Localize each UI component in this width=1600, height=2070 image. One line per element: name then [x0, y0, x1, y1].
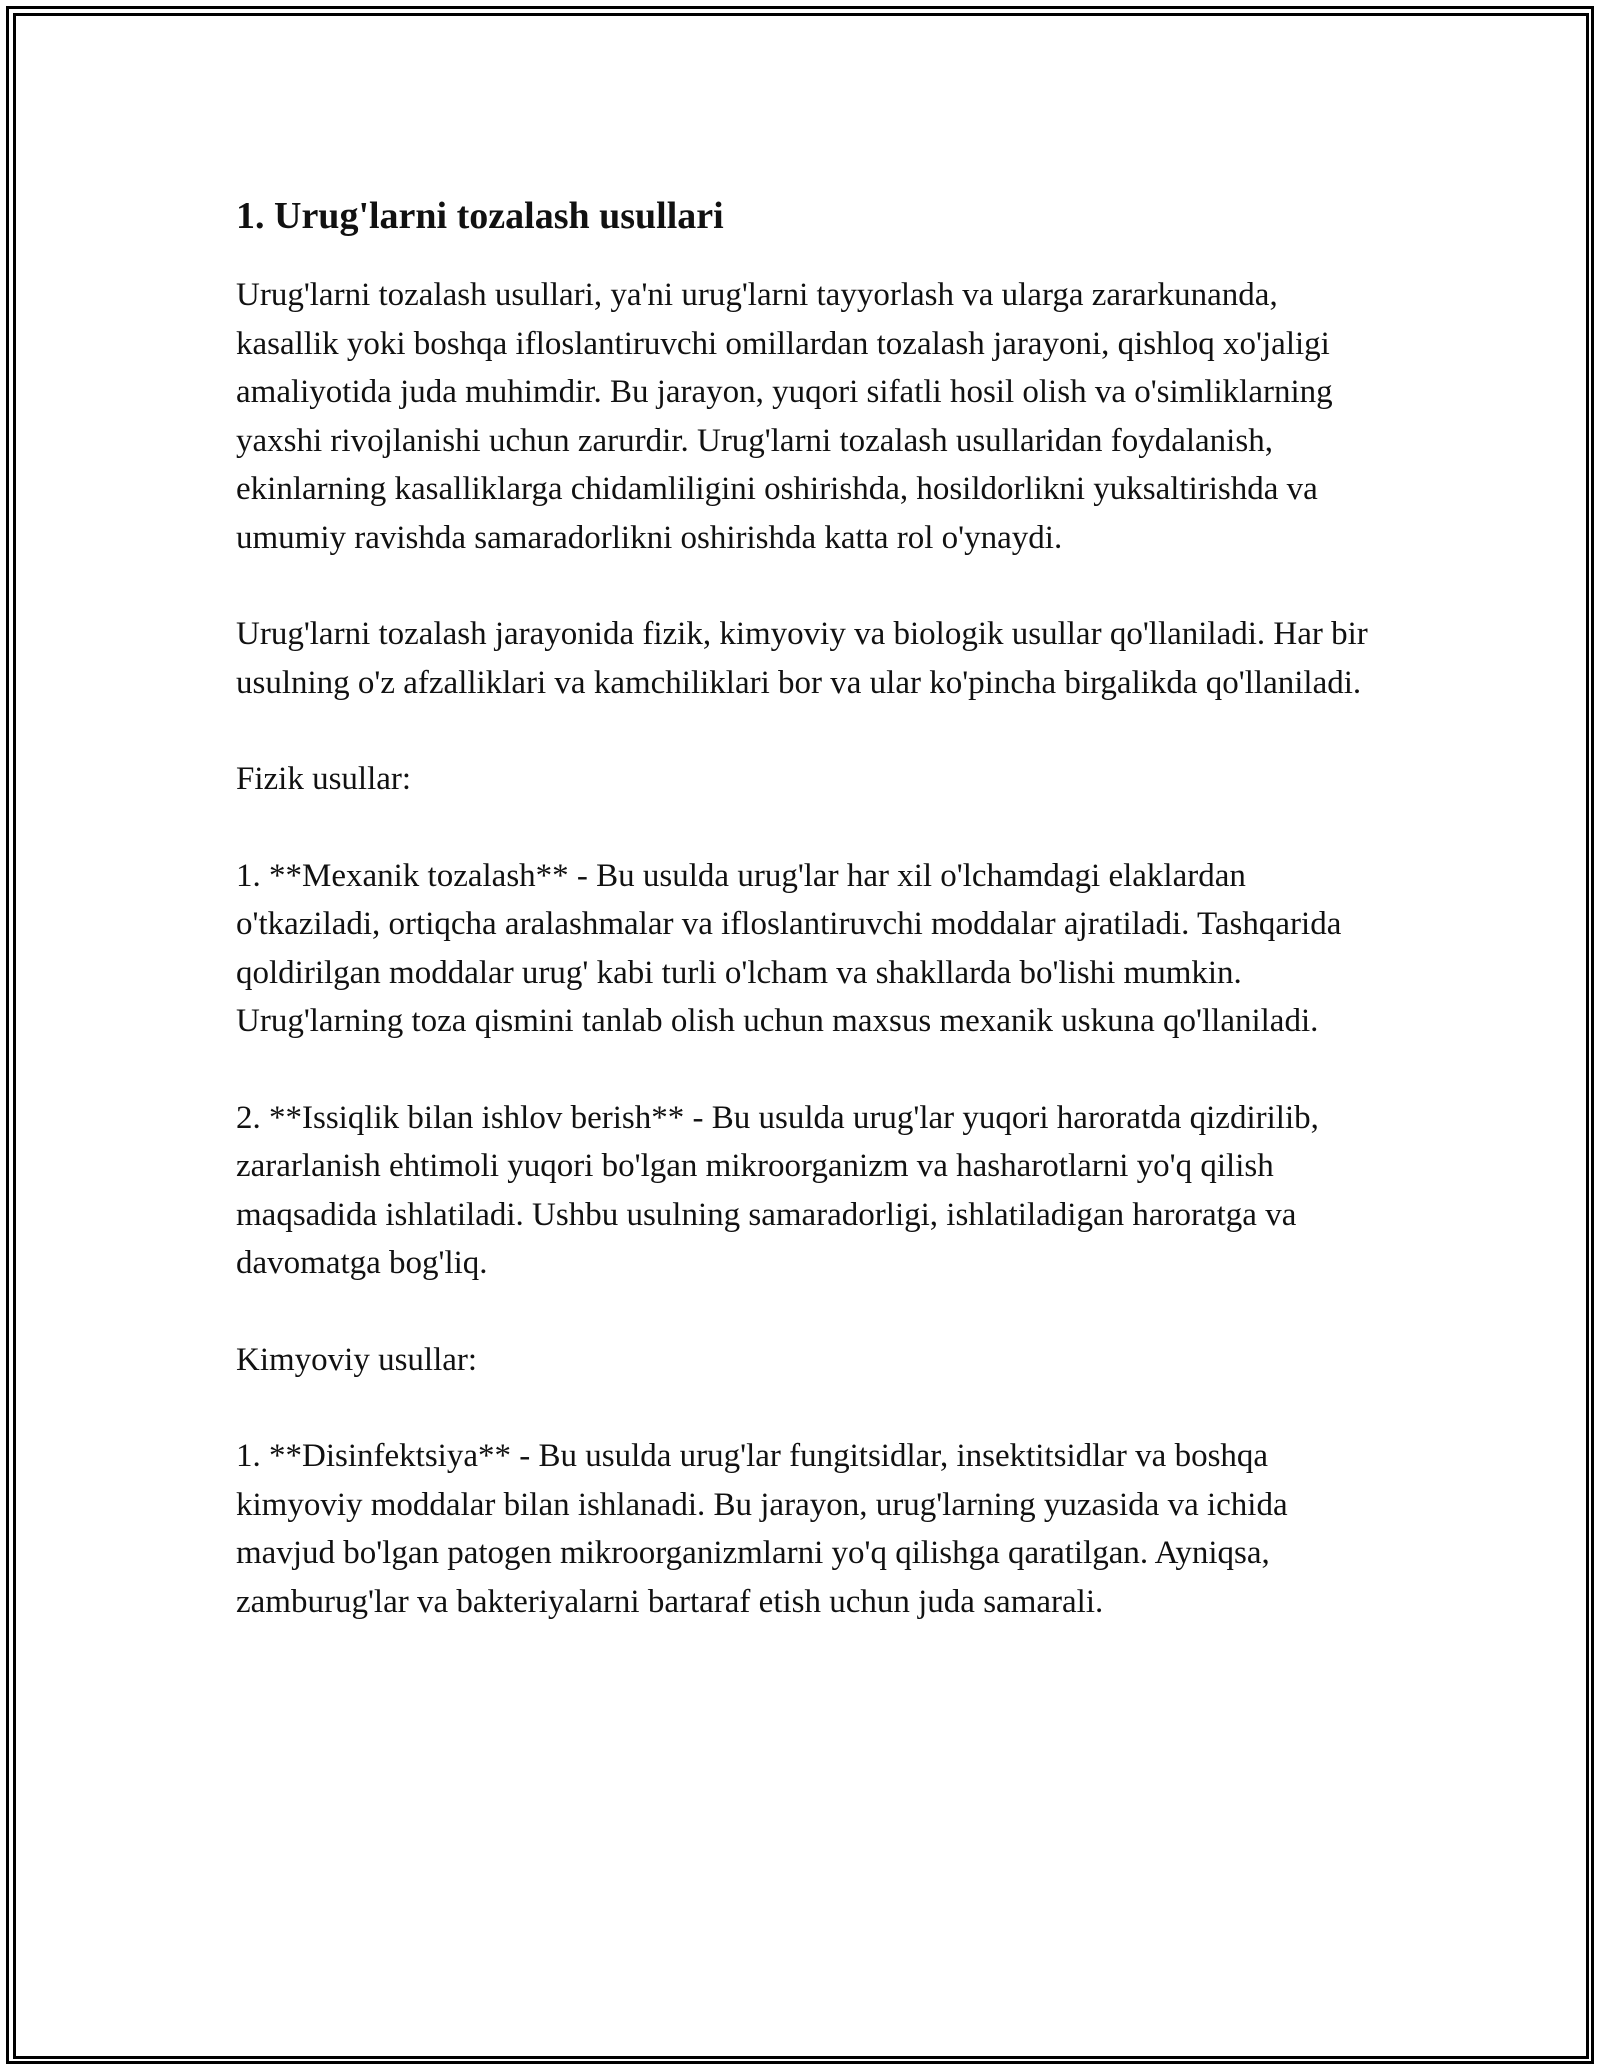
section-heading: 1. Urug'larni tozalash usullari: [236, 195, 724, 237]
mechanical-cleaning-item: 1. **Mexanik tozalash** - Bu usulda urug'lar har xil o'lchamdagi elaklardan o'tkaziladi, ortiqcha aralashmalar va ifloslantiruvchi moddalar ajratiladi. Tashqarida qoldirilgan moddalar urug' kabi turli o'lcham va shakllarda bo'lishi mumkin. Urug'larning toza qismini tanlab olish uchun maxsus mexanik uskuna qo'llaniladi.: [236, 857, 1342, 1039]
disinfection-item: 1. **Disinfektsiya** - Bu usulda urug'lar fungitsidlar, insektitsidlar va boshqa kimyoviy moddalar bilan ishlanadi. Bu jarayon, urug'larning yuzasida va ichida mavjud bo'lgan patogen mikroorganizmlarni yo'q qilishga qaratilgan. Ayniqsa, zamburug'lar va bakteriyalarni bartaraf etish uchun juda samarali.: [236, 1438, 1288, 1620]
intro-paragraph: Urug'larni tozalash usullari, ya'ni urug'larni tayyorlash va ularga zararkunanda, kasallik yoki boshqa ifloslantiruvchi omillardan tozalash jarayoni, qishloq xo'jaligi amaliyotida juda muhimdir. Bu jarayon, yuqori sifatli hosil olish va o'simliklarning yaxshi rivojlanishi uchun zarurdir. Urug'larni tozalash usullaridan foydalanish, ekinlarning kasalliklarga chidamliligini oshirishda, hosildorlikni yuksaltirishda va umumiy ravishda samaradorlikni oshirishda katta rol o'ynaydi.: [236, 277, 1333, 556]
heat-treatment-item: 2. **Issiqlik bilan ishlov berish** - Bu usulda urug'lar yuqori haroratda qizdirilib, zararlanish ehtimoli yuqori bo'lgan mikroorganizm va hasharotlarni yo'q qilish maqsadida ishlatiladi. Ushbu usulning samaradorligi, ishlatiladigan haroratga va davomatga bog'liq.: [236, 1099, 1319, 1281]
methods-overview-paragraph: Urug'larni tozalash jarayonida fizik, kimyoviy va biologik usullar qo'llaniladi. Har bir usulning o'z afzalliklari va kamchiliklari bor va ular ko'pincha birgalikda qo'llaniladi.: [236, 616, 1368, 701]
physical-methods-label: Fizik usullar:: [236, 761, 412, 797]
document-body: [236, 184, 1376, 1626]
chemical-methods-label: Kimyoviy usullar:: [236, 1341, 478, 1378]
